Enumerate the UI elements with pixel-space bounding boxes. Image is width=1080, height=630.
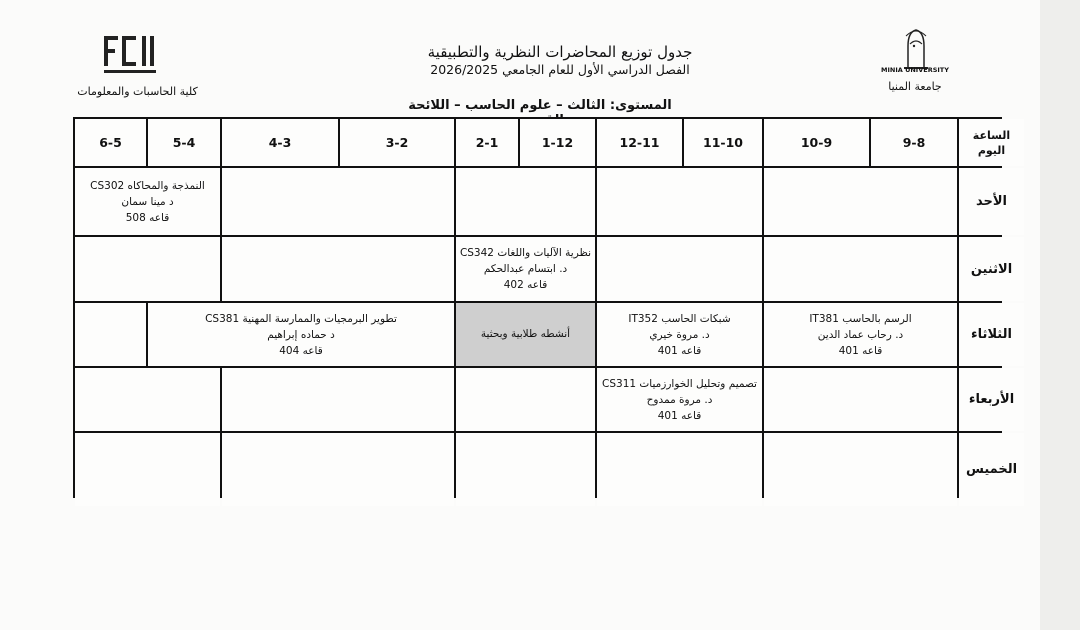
empty-cell [764, 168, 957, 235]
instructor-name: د. ابتسام عبدالحكم [483, 263, 568, 275]
room-label: قاعه 404 [279, 344, 323, 357]
empty-cell [75, 368, 220, 431]
title-block [360, 42, 760, 78]
empty-cell [222, 168, 454, 235]
empty-cell [75, 237, 220, 301]
time-slot-header: 1-12 [520, 119, 595, 166]
time-slot-header: 10-9 [764, 119, 869, 166]
time-slot-header: 9-8 [871, 119, 957, 166]
course-name: شبكات الحاسب IT352 [628, 312, 731, 325]
room-label: قاعه 401 [657, 344, 702, 357]
corner-hour-label: الساعة [972, 128, 1011, 142]
empty-cell [597, 433, 762, 506]
course-name: نظرية الآليات واللغات CS342 [459, 247, 592, 259]
course-name: الرسم بالحاسب IT381 [809, 312, 912, 325]
semester-line: الفصل الدراسي الأول للعام الجامعي 2026/2025 [430, 62, 690, 77]
level-line: المستوى: الثالث – علوم الحاسب – اللائحة [408, 98, 672, 113]
room-label: قاعه 402 [503, 279, 548, 291]
university-name-en: MINIA UNIVERSITY [881, 66, 949, 74]
course-name: تطوير البرمجيات والممارسة المهنية CS381 [205, 312, 397, 325]
empty-cell [75, 303, 146, 366]
empty-cell [222, 433, 454, 506]
time-slot-header: 6-5 [75, 119, 146, 166]
day-label: الاثنين [959, 237, 1024, 301]
room-label: قاعه 401 [838, 344, 883, 357]
instructor-name: د. مروة خيري [649, 328, 710, 341]
page-edge [1040, 0, 1080, 630]
empty-cell [597, 237, 762, 301]
time-slot-header: 5-4 [148, 119, 220, 166]
event-cell-it381 [764, 303, 957, 366]
empty-cell [222, 237, 454, 301]
event-cell-it352 [597, 303, 762, 366]
empty-cell [764, 433, 957, 506]
schedule-title: جدول توزيع المحاضرات النظرية والتطبيقية [427, 43, 693, 61]
empty-cell [222, 368, 454, 431]
course-name: النمذجة والمحاكاه CS302 [90, 179, 205, 192]
corner-day-label: اليوم [977, 143, 1006, 157]
event-cell-cs381 [148, 303, 454, 366]
fci-logo [100, 32, 160, 80]
empty-cell [75, 433, 220, 506]
time-slot-header: 11-10 [684, 119, 762, 166]
instructor-name: د. مروة ممدوح [646, 393, 713, 406]
university-name-ar: جامعة المنيا [888, 80, 942, 93]
time-slot-header: 2-1 [456, 119, 518, 166]
room-label: قاعه 401 [657, 409, 702, 422]
empty-cell [456, 433, 595, 506]
instructor-name: د. رحاب عماد الدين [817, 328, 904, 341]
time-slot-header: 3-2 [340, 119, 454, 166]
course-name: تصميم وتحليل الخوارزميات CS311 [602, 377, 757, 390]
day-label: الأربعاء [959, 368, 1024, 431]
instructor-name: د مينا سمان [121, 195, 174, 208]
empty-cell [764, 237, 957, 301]
empty-cell [456, 168, 595, 235]
day-label: الثلاثاء [959, 303, 1024, 366]
empty-cell [456, 368, 595, 431]
event-cell-cs342 [456, 237, 595, 301]
event-cell-cs311 [597, 368, 762, 431]
activities-cell [456, 303, 595, 366]
day-label: الخميس [959, 433, 1024, 506]
activities-label: أنشطه طلابية وبحثية [480, 328, 571, 340]
time-slot-header: 12-11 [597, 119, 682, 166]
time-slot-header: 4-3 [222, 119, 338, 166]
instructor-name: د حماده إبراهيم [267, 328, 335, 341]
schedule-table [73, 117, 1018, 498]
day-label: الأحد [959, 168, 1024, 235]
empty-cell [597, 168, 762, 235]
empty-cell [764, 368, 957, 431]
room-label: قاعه 508 [125, 211, 170, 224]
event-cell-cs302 [75, 168, 220, 235]
faculty-name-ar: كلية الحاسبات والمعلومات [77, 85, 198, 98]
corner-header [959, 119, 1024, 166]
